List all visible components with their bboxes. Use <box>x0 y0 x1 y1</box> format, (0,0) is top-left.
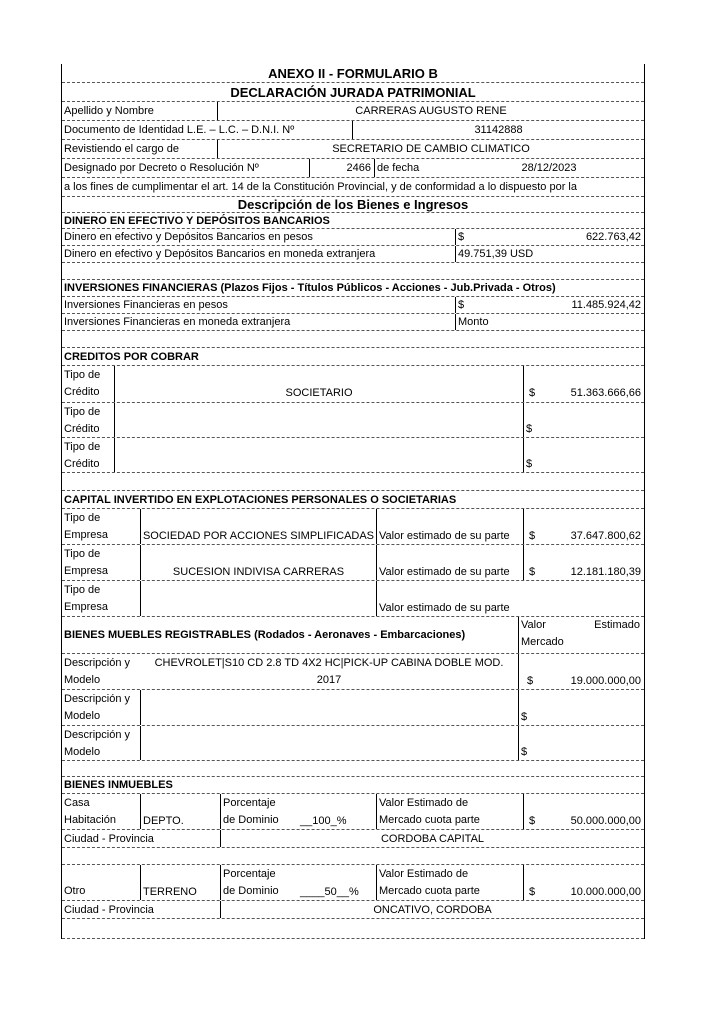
credito-desc: SOCIETARIO <box>114 366 523 402</box>
credito-row <box>62 403 644 438</box>
credito-row <box>62 366 644 403</box>
inmueble-value: 50.000.000,00 <box>570 815 641 827</box>
fecha-value: 28/12/2023 <box>521 162 577 174</box>
row-fines <box>62 178 644 197</box>
fines-text: a los fines de cumplimentar el art. 14 de la Constitución Provincial, y de conformidad a lo dispuesto por la <box>64 181 577 193</box>
capital-desc: SOCIEDAD POR ACCIONES SIMPLIFICADAS <box>140 509 376 544</box>
row-inversiones-extranjera <box>62 314 644 331</box>
inmueble-currency: $ <box>523 794 541 829</box>
credito-value: 51.363.666,66 <box>570 387 641 399</box>
ciudad-value: ONCATIVO, CORDOBA <box>220 901 644 918</box>
capital-value: 12.181.180,39 <box>570 566 641 578</box>
row-dinero-extranjera <box>62 246 644 263</box>
dinero-pesos-value: 622.763,42 <box>585 231 641 243</box>
estimado-label: Estimado <box>594 619 640 631</box>
title-row-declaracion <box>62 83 644 102</box>
documento-label: Documento de Identidad L.E. – L.C. – D.N.I. Nº <box>64 124 295 136</box>
row-documento <box>62 121 644 140</box>
capital-row <box>62 509 644 545</box>
capital-tipo-label: Tipo de Empresa <box>64 548 109 577</box>
fecha-label: de fecha <box>374 159 454 177</box>
row-apellido <box>62 102 644 121</box>
cargo-label: Revistiendo el cargo de <box>64 143 179 155</box>
capital-valor-label: Valor estimado de su parte <box>376 545 523 580</box>
cargo-value: SECRETARIO DE CAMBIO CLIMATICO <box>217 140 644 158</box>
blank-row <box>62 848 644 865</box>
capital-tipo-label: Tipo de Empresa <box>64 584 109 613</box>
blank-row <box>62 473 644 491</box>
inmueble-value: 10.000.000,00 <box>570 886 641 898</box>
ciudad-value: CORDOBA CAPITAL <box>220 830 644 847</box>
inversiones-extranjera-label: Inversiones Financieras en moneda extranjera <box>64 316 291 328</box>
mueble-value <box>541 726 644 760</box>
inmueble-clase: DEPTO. <box>140 794 220 829</box>
creditos-header: CREDITOS POR COBRAR <box>64 351 199 363</box>
declaracion-title: DECLARACIÓN JURADA PATRIMONIAL <box>230 85 476 100</box>
inmueble-row <box>62 794 644 830</box>
credito-desc <box>114 438 523 472</box>
blank-row <box>62 919 644 939</box>
documento-value: 31142888 <box>352 121 644 139</box>
title-row-anexo <box>62 64 644 83</box>
inversiones-header: INVERSIONES FINANCIERAS (Plazos Fijos - Títulos Públicos - Acciones - Jub.Privada - Otros) <box>64 282 556 294</box>
inmuebles-header: BIENES INMUEBLES <box>64 779 173 791</box>
inversiones-extranjera-value: Monto <box>455 314 644 330</box>
row-decreto <box>62 159 644 178</box>
credito-value <box>541 403 644 437</box>
blank-row <box>62 331 644 348</box>
credito-currency: $ <box>523 438 541 472</box>
mueble-row <box>62 654 644 690</box>
mueble-desc-label: Descripción y Modelo <box>64 729 131 758</box>
decreto-label: Designado por Decreto o Resolución Nº <box>64 162 259 174</box>
inmueble-porcentaje: __100_% <box>300 815 347 827</box>
capital-value: 37.647.800,62 <box>570 530 641 542</box>
blank-row <box>62 761 644 777</box>
dinero-extranjera-label: Dinero en efectivo y Depósitos Bancarios en moneda extranjera <box>64 248 376 260</box>
inversiones-header-row <box>62 280 644 297</box>
creditos-header-row <box>62 348 644 366</box>
inversiones-pesos-currency: $ <box>455 297 485 313</box>
mueble-value <box>541 690 644 725</box>
apellido-label: Apellido y Nombre <box>64 105 154 117</box>
row-descripcion-title <box>62 197 644 213</box>
mueble-row <box>62 690 644 726</box>
credito-currency: $ <box>523 366 541 402</box>
mueble-currency: $ <box>518 726 541 760</box>
inversiones-pesos-value: 11.485.924,42 <box>571 299 641 311</box>
capital-header: CAPITAL INVERTIDO EN EXPLOTACIONES PERSONALES O SOCIETARIAS <box>64 494 457 506</box>
capital-desc: SUCESION INDIVISA CARRERAS <box>140 545 376 580</box>
mueble-desc-label: Descripción y Modelo <box>64 693 131 722</box>
row-dinero-pesos <box>62 229 644 246</box>
muebles-header: BIENES MUEBLES REGISTRABLES (Rodados - Aeronaves - Embarcaciones) <box>64 629 466 641</box>
mueble-desc-label: Descripción y Modelo <box>64 657 131 686</box>
credito-tipo-label: Tipo de Crédito <box>64 441 101 470</box>
declaracion-form <box>61 64 645 939</box>
inmuebles-header-row <box>62 777 644 794</box>
muebles-header-row <box>62 617 644 654</box>
inmueble-tipo: Casa Habitación <box>64 797 116 826</box>
row-cargo <box>62 140 644 159</box>
ciudad-label: Ciudad - Provincia <box>64 904 154 916</box>
dinero-pesos-label: Dinero en efectivo y Depósitos Bancarios en pesos <box>64 231 313 243</box>
mueble-value: 19.000.000,00 <box>570 675 641 687</box>
anexo-title: ANEXO II - FORMULARIO B <box>268 66 438 81</box>
decreto-value: 2466 <box>309 159 374 177</box>
muebles-valor-header <box>518 617 644 653</box>
capital-desc <box>140 581 376 616</box>
credito-value <box>541 438 644 472</box>
row-inversiones-pesos <box>62 297 644 314</box>
inmueble-row <box>62 865 644 901</box>
credito-currency: $ <box>523 403 541 437</box>
credito-tipo-label: Tipo de Crédito <box>64 406 101 435</box>
dinero-header: DINERO EN EFECTIVO Y DEPÓSITOS BANCARIOS <box>64 215 330 227</box>
mueble-desc: CHEVROLET|S10 CD 2.8 TD 4X2 HC|PICK-UP CABINA DOBLE MOD. 2017 <box>154 657 504 686</box>
apellido-value: CARRERAS AUGUSTO RENE <box>217 102 644 120</box>
dinero-header-row <box>62 213 644 229</box>
mueble-desc <box>140 726 518 760</box>
inmueble-valor-label: Valor Estimado de Mercado cuota parte <box>376 794 523 829</box>
inmueble-tipo: Otro <box>64 885 86 897</box>
inmueble-porcentaje-label: Porcentaje de Dominio <box>220 794 298 829</box>
mueble-currency: $ <box>518 690 541 725</box>
mueble-row <box>62 726 644 761</box>
dinero-extranjera-value: 49.751,39 USD <box>455 246 644 262</box>
credito-desc <box>114 403 523 437</box>
capital-valor-label: Valor estimado de su parte <box>376 581 644 616</box>
inmueble-porcentaje: ____50__% <box>300 886 359 898</box>
valor-label: Valor <box>521 619 546 631</box>
inmueble-porcentaje-label: Porcentaje de Dominio <box>220 865 298 900</box>
inmueble-valor-label: Valor Estimado de Mercado cuota parte <box>376 865 523 900</box>
ciudad-label: Ciudad - Provincia <box>64 833 154 845</box>
mueble-desc <box>140 690 518 725</box>
capital-tipo-label: Tipo de Empresa <box>64 512 109 541</box>
blank-row <box>62 263 644 280</box>
capital-header-row <box>62 491 644 509</box>
descripcion-title: Descripción de los Bienes e Ingresos <box>237 197 469 212</box>
capital-row <box>62 545 644 581</box>
inversiones-pesos-label: Inversiones Financieras en pesos <box>64 299 228 311</box>
credito-row <box>62 438 644 473</box>
capital-row <box>62 581 644 617</box>
capital-currency: $ <box>523 509 541 544</box>
mercado-label: Mercado <box>521 636 564 648</box>
credito-tipo-label: Tipo de Crédito <box>64 369 101 398</box>
capital-valor-label: Valor estimado de su parte <box>376 509 523 544</box>
dinero-pesos-currency: $ <box>455 229 485 245</box>
inmueble-clase: TERRENO <box>140 865 220 900</box>
capital-currency: $ <box>523 545 541 580</box>
inmueble-ciudad-row <box>62 901 644 919</box>
inmueble-ciudad-row <box>62 830 644 848</box>
mueble-currency: $ <box>518 654 541 689</box>
inmueble-currency: $ <box>523 865 541 900</box>
